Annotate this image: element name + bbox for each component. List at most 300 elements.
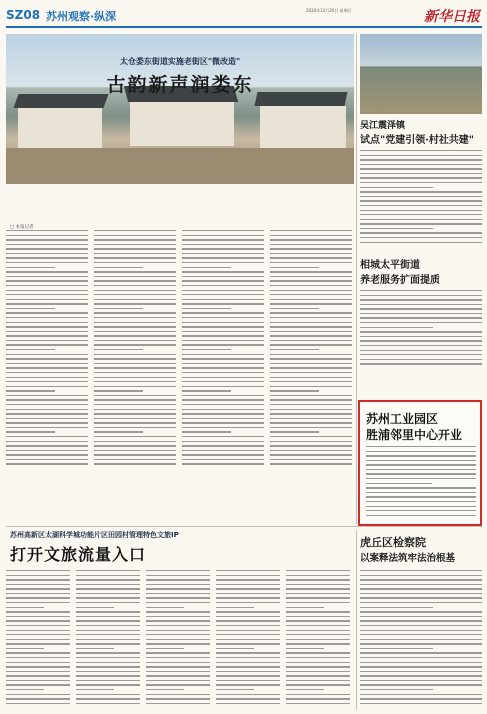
text-line	[270, 427, 352, 428]
text-line	[146, 625, 210, 626]
text-line	[6, 698, 70, 699]
text-line	[286, 634, 350, 635]
text-line	[76, 680, 140, 681]
text-line	[182, 235, 264, 236]
text-line	[270, 367, 352, 368]
text-line	[146, 643, 210, 644]
text-line	[360, 666, 482, 667]
text-line	[6, 239, 88, 240]
text-line	[360, 698, 482, 699]
text-line	[6, 575, 70, 576]
text-line	[94, 257, 176, 258]
text-line	[76, 597, 140, 598]
story-head-3a: 虎丘区检察院	[360, 536, 426, 549]
text-line	[286, 588, 350, 589]
text-line	[270, 441, 352, 442]
text-line	[182, 409, 264, 410]
text-line	[6, 253, 88, 254]
text-line	[6, 422, 88, 423]
text-line	[182, 257, 264, 258]
feature-headline: 古韵新声润娄东	[106, 74, 254, 96]
text-line	[76, 620, 140, 621]
text-line	[6, 349, 55, 350]
text-line	[270, 322, 352, 323]
text-line	[270, 463, 352, 464]
text-line	[76, 703, 140, 704]
text-line	[360, 639, 482, 640]
text-line	[360, 652, 482, 653]
text-line	[6, 643, 70, 644]
text-line	[6, 290, 88, 291]
text-line	[270, 399, 352, 400]
text-line	[216, 597, 280, 598]
text-line	[76, 575, 140, 576]
story-head-1b: 试点"党建引领·村社共建"	[360, 135, 474, 146]
text-line	[270, 290, 352, 291]
text-line	[146, 588, 210, 589]
text-line	[94, 422, 176, 423]
text-line	[270, 230, 352, 231]
text-line	[270, 372, 352, 373]
text-line	[146, 698, 210, 699]
text-line	[360, 354, 482, 355]
text-line	[94, 358, 176, 359]
text-line	[94, 331, 176, 332]
text-line	[146, 703, 210, 704]
text-line	[6, 285, 88, 286]
text-line	[360, 588, 482, 589]
text-line	[182, 363, 264, 364]
text-line	[6, 413, 88, 414]
text-line	[94, 239, 176, 240]
text-line	[360, 597, 482, 598]
text-line	[360, 177, 482, 178]
text-line	[182, 244, 264, 245]
text-line	[360, 155, 482, 156]
text-line	[182, 441, 264, 442]
text-line	[216, 602, 280, 603]
text-line	[182, 294, 264, 295]
text-line	[6, 235, 88, 236]
text-line	[6, 639, 70, 640]
text-line	[146, 680, 210, 681]
text-line	[360, 671, 482, 672]
text-line	[360, 575, 482, 576]
text-line	[94, 317, 176, 318]
text-line	[270, 422, 352, 423]
text-line	[94, 436, 176, 437]
text-line	[270, 386, 352, 387]
text-line	[286, 593, 350, 594]
text-line	[182, 358, 264, 359]
text-line	[360, 694, 482, 695]
text-line	[182, 340, 264, 341]
text-line	[182, 276, 264, 277]
text-line	[216, 662, 280, 663]
text-line	[94, 390, 143, 391]
text-line	[270, 377, 352, 378]
text-line	[360, 363, 482, 364]
text-line	[182, 331, 264, 332]
text-line	[6, 703, 70, 704]
text-line	[6, 570, 70, 571]
text-line	[6, 436, 88, 437]
text-line	[146, 689, 184, 690]
text-line	[270, 431, 319, 432]
text-column	[6, 230, 88, 470]
text-line	[360, 657, 482, 658]
text-line	[6, 331, 88, 332]
text-line	[6, 625, 70, 626]
text-line	[6, 666, 70, 667]
text-line	[94, 290, 176, 291]
section-name: 苏州观察·纵深	[46, 10, 117, 23]
text-line	[182, 253, 264, 254]
text-column	[6, 570, 70, 710]
text-line	[94, 454, 176, 455]
text-line	[182, 381, 264, 382]
text-line	[94, 463, 176, 464]
text-line	[182, 230, 264, 231]
text-line	[270, 418, 352, 419]
text-line	[366, 515, 476, 516]
text-line	[360, 662, 482, 663]
text-line	[94, 349, 143, 350]
text-line	[6, 689, 44, 690]
text-line	[216, 575, 280, 576]
text-line	[286, 643, 350, 644]
text-line	[76, 684, 140, 685]
text-line	[270, 308, 319, 309]
text-line	[270, 454, 352, 455]
text-line	[6, 409, 88, 410]
text-line	[94, 367, 176, 368]
text-line	[360, 579, 482, 580]
text-line	[182, 377, 264, 378]
text-line	[270, 344, 352, 345]
text-line	[270, 395, 352, 396]
right-bottom-story	[360, 534, 482, 710]
page-number: SZ08	[6, 8, 41, 22]
text-line	[94, 299, 176, 300]
text-line	[182, 413, 264, 414]
text-line	[6, 381, 88, 382]
text-line	[366, 455, 476, 456]
text-line	[6, 377, 88, 378]
text-line	[360, 616, 482, 617]
text-line	[360, 317, 482, 318]
text-line	[366, 487, 476, 488]
text-line	[94, 344, 176, 345]
text-line	[76, 602, 140, 603]
text-line	[94, 285, 176, 286]
text-line	[94, 445, 176, 446]
text-line	[76, 671, 140, 672]
text-line	[6, 299, 88, 300]
text-line	[270, 235, 352, 236]
text-line	[94, 386, 176, 387]
text-line	[76, 607, 114, 608]
text-line	[270, 404, 352, 405]
text-line	[366, 496, 476, 497]
text-line	[360, 630, 482, 631]
text-line	[94, 322, 176, 323]
text-line	[146, 684, 210, 685]
text-line	[6, 602, 70, 603]
text-line	[366, 501, 476, 502]
text-line	[182, 262, 264, 263]
text-line	[182, 395, 264, 396]
text-line	[94, 377, 176, 378]
text-line	[94, 276, 176, 277]
text-line	[216, 611, 280, 612]
text-line	[360, 232, 482, 233]
text-line	[270, 340, 352, 341]
text-line	[366, 469, 476, 470]
text-line	[6, 441, 88, 442]
text-line	[94, 312, 176, 313]
text-line	[270, 239, 352, 240]
text-line	[286, 703, 350, 704]
text-line	[6, 445, 88, 446]
text-line	[182, 354, 264, 355]
text-line	[94, 335, 176, 336]
text-line	[6, 399, 88, 400]
text-line	[94, 248, 176, 249]
text-line	[270, 450, 352, 451]
text-line	[182, 454, 264, 455]
text-line	[366, 460, 476, 461]
text-line	[6, 459, 88, 460]
text-line	[6, 630, 70, 631]
text-line	[182, 344, 264, 345]
text-line	[360, 308, 482, 309]
boxed-text	[366, 446, 476, 519]
text-line	[94, 280, 176, 281]
text-line	[182, 349, 231, 350]
text-line	[6, 584, 70, 585]
text-line	[94, 431, 143, 432]
text-line	[216, 634, 280, 635]
text-line	[286, 698, 350, 699]
text-line	[360, 340, 482, 341]
text-line	[6, 248, 88, 249]
text-line	[270, 354, 352, 355]
text-line	[270, 303, 352, 304]
text-line	[216, 643, 280, 644]
text-line	[286, 675, 350, 676]
text-line	[366, 492, 476, 493]
text-line	[216, 584, 280, 585]
text-line	[270, 285, 352, 286]
text-line	[286, 570, 350, 571]
text-line	[94, 413, 176, 414]
text-line	[6, 244, 88, 245]
date-line: 2020年12月20日 星期日	[306, 8, 352, 13]
feature-body	[6, 230, 354, 470]
text-line	[182, 367, 264, 368]
text-line	[360, 299, 482, 300]
text-line	[6, 372, 88, 373]
text-line	[146, 666, 210, 667]
text-line	[216, 648, 254, 649]
text-line	[366, 478, 476, 479]
text-line	[286, 652, 350, 653]
text-line	[216, 671, 280, 672]
text-line	[286, 657, 350, 658]
text-line	[94, 427, 176, 428]
text-line	[6, 354, 88, 355]
text-line	[6, 312, 88, 313]
text-line	[270, 445, 352, 446]
text-line	[6, 431, 55, 432]
text-line	[146, 694, 210, 695]
text-line	[216, 625, 280, 626]
text-line	[146, 662, 210, 663]
text-line	[94, 271, 176, 272]
text-line	[76, 675, 140, 676]
text-line	[6, 579, 70, 580]
text-line	[146, 620, 210, 621]
text-line	[6, 404, 88, 405]
text-line	[94, 235, 176, 236]
text-line	[270, 271, 352, 272]
text-line	[76, 666, 140, 667]
text-line	[216, 657, 280, 658]
text-line	[270, 299, 352, 300]
text-line	[94, 404, 176, 405]
text-line	[6, 418, 88, 419]
text-line	[360, 150, 482, 151]
text-line	[360, 607, 433, 608]
text-line	[182, 463, 264, 464]
text-line	[94, 459, 176, 460]
text-line	[6, 450, 88, 451]
text-line	[6, 684, 70, 685]
text-line	[182, 267, 231, 268]
bottom-headline: 打开文旅流量入口	[10, 545, 147, 564]
text-line	[182, 436, 264, 437]
text-line	[270, 358, 352, 359]
text-line	[360, 205, 482, 206]
story-head-2b: 养老服务扩面提质	[360, 275, 440, 286]
text-line	[76, 657, 140, 658]
text-line	[216, 689, 254, 690]
text-line	[270, 262, 352, 263]
text-line	[286, 648, 324, 649]
text-line	[360, 168, 482, 169]
text-line	[286, 684, 350, 685]
text-line	[182, 308, 231, 309]
text-line	[6, 303, 88, 304]
text-line	[94, 363, 176, 364]
text-line	[182, 290, 264, 291]
text-line	[360, 228, 433, 229]
text-line	[94, 354, 176, 355]
text-line	[360, 295, 482, 296]
text-line	[182, 285, 264, 286]
text-line	[146, 634, 210, 635]
text-line	[6, 593, 70, 594]
text-line	[286, 602, 350, 603]
text-line	[360, 200, 482, 201]
text-line	[94, 294, 176, 295]
text-line	[360, 331, 482, 332]
text-line	[286, 630, 350, 631]
text-line	[6, 694, 70, 695]
text-line	[182, 312, 264, 313]
text-line	[6, 427, 88, 428]
text-line	[216, 570, 280, 571]
text-line	[94, 399, 176, 400]
text-line	[286, 666, 350, 667]
text-line	[360, 675, 482, 676]
text-line	[76, 639, 140, 640]
text-line	[182, 422, 264, 423]
text-line	[146, 657, 210, 658]
text-line	[286, 671, 350, 672]
text-line	[286, 662, 350, 663]
text-line	[6, 616, 70, 617]
text-line	[6, 390, 55, 391]
text-line	[360, 304, 482, 305]
text-line	[216, 694, 280, 695]
text-line	[76, 579, 140, 580]
text-line	[146, 579, 210, 580]
text-line	[270, 459, 352, 460]
text-line	[366, 473, 476, 474]
text-line	[270, 257, 352, 258]
text-line	[366, 464, 476, 465]
text-line	[270, 248, 352, 249]
text-line	[6, 230, 88, 231]
text-line	[216, 666, 280, 667]
text-line	[270, 244, 352, 245]
text-line	[270, 349, 319, 350]
text-line	[270, 335, 352, 336]
text-line	[146, 611, 210, 612]
text-line	[270, 312, 352, 313]
text-line	[360, 290, 482, 291]
feature-kicker: 太仓娄东街道实施老街区"微改造"	[119, 57, 241, 66]
text-line	[94, 230, 176, 231]
boxed-head-1: 苏州工业园区	[366, 412, 439, 426]
text-line	[216, 698, 280, 699]
text-line	[182, 386, 264, 387]
text-line	[182, 322, 264, 323]
text-line	[76, 625, 140, 626]
text-line	[76, 611, 140, 612]
text-line	[360, 625, 482, 626]
right-column	[360, 34, 482, 370]
text-line	[6, 358, 88, 359]
text-line	[6, 671, 70, 672]
text-line	[6, 335, 88, 336]
text-line	[366, 483, 432, 484]
text-line	[270, 390, 319, 391]
feature-byline: □ 本报记者	[10, 225, 34, 230]
text-line	[286, 575, 350, 576]
text-line	[360, 182, 482, 183]
text-column	[182, 230, 264, 470]
text-line	[182, 404, 264, 405]
text-line	[6, 280, 88, 281]
text-line	[6, 271, 88, 272]
text-line	[270, 381, 352, 382]
text-line	[146, 570, 210, 571]
text-line	[360, 359, 482, 360]
text-line	[6, 648, 44, 649]
